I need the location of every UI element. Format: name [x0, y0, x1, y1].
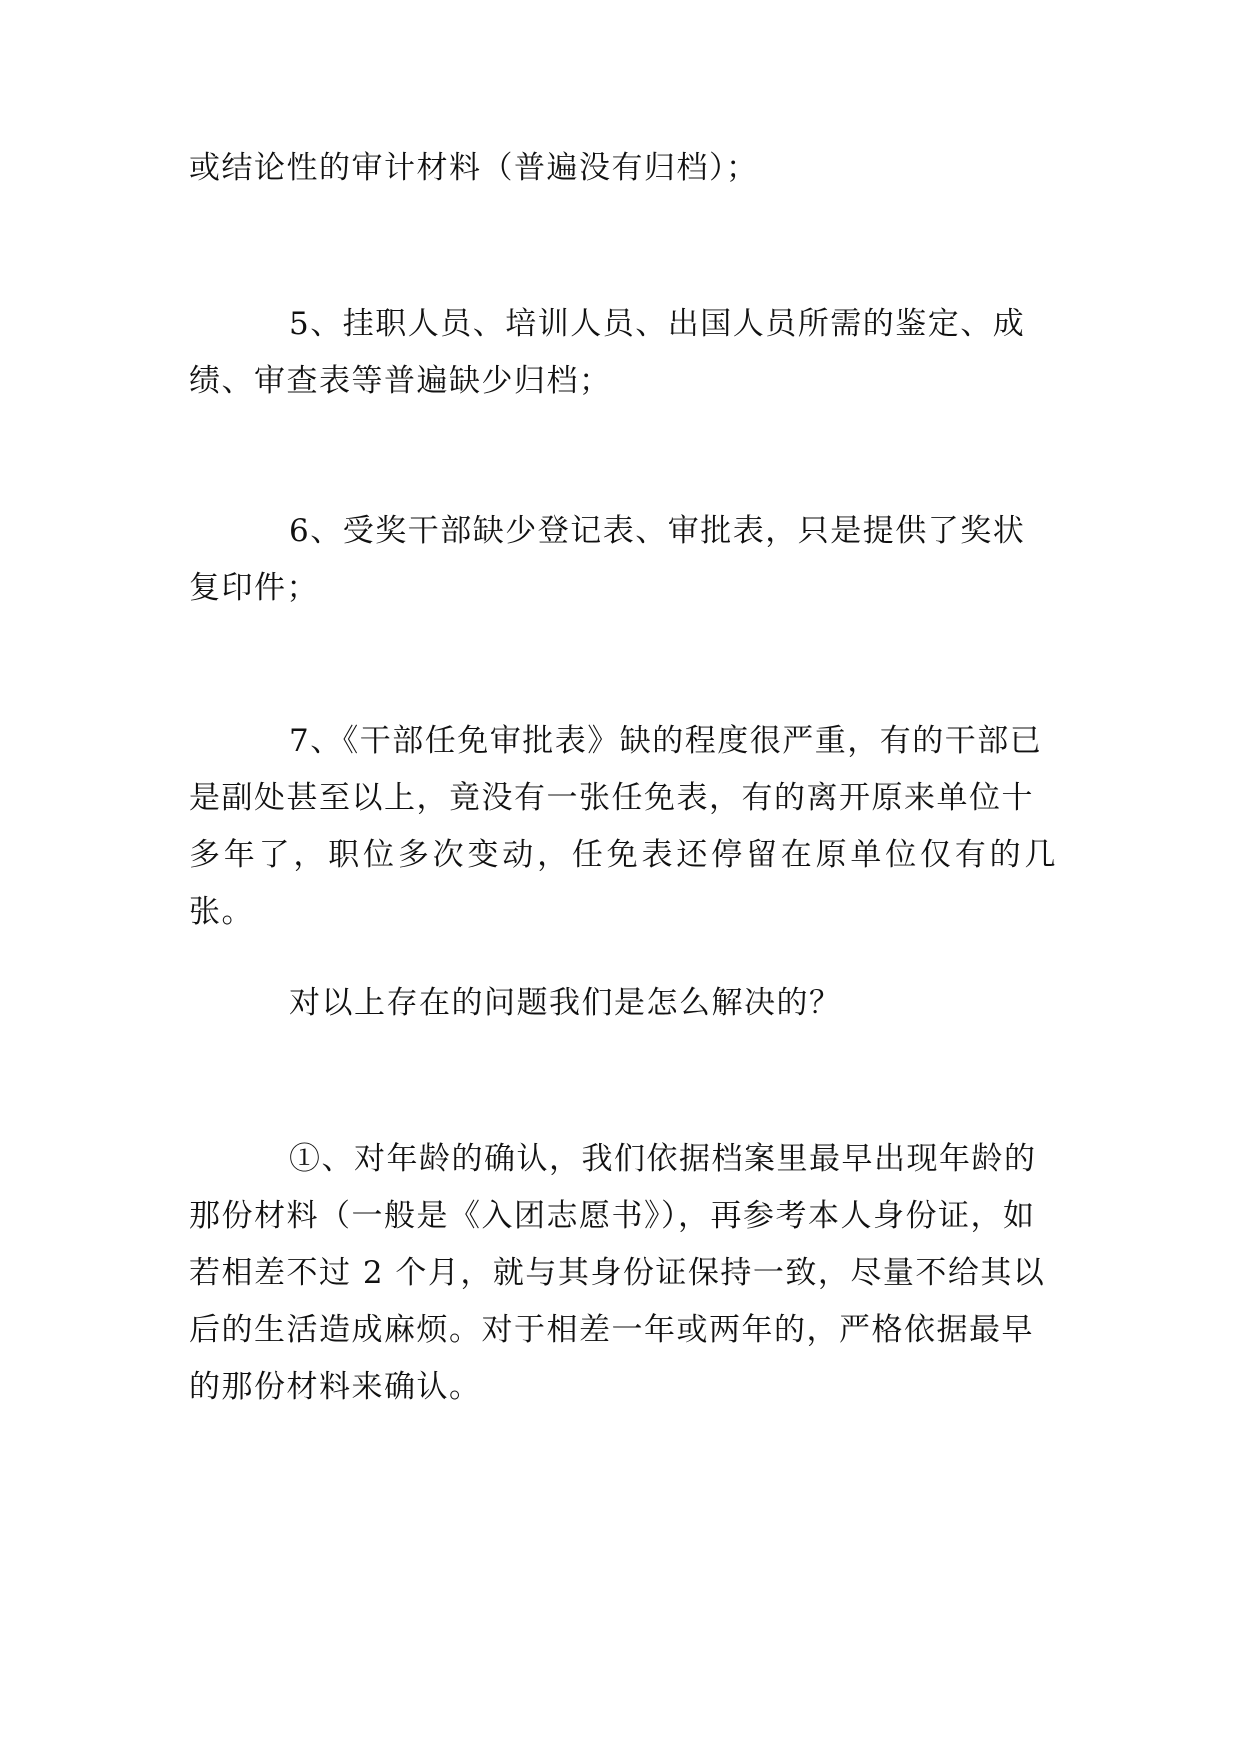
text-line: 后的生活造成麻烦。对于相差一年或两年的，严格依据最早	[189, 1312, 1034, 1348]
paragraph-item-6	[189, 503, 1057, 617]
text-line: 的那份材料来确认。	[189, 1369, 482, 1405]
text-line: 6、受奖干部缺少登记表、审批表，只是提供了奖状	[289, 513, 1026, 549]
paragraph-question	[189, 975, 1057, 1032]
paragraph-item-5	[189, 296, 1057, 410]
paragraph-item-7	[189, 713, 1057, 941]
paragraph-solution-1	[189, 1131, 1057, 1416]
text-line: 复印件；	[189, 570, 319, 606]
text-line: 5、挂职人员、培训人员、出国人员所需的鉴定、成	[289, 306, 1026, 342]
text-line: 绩、审查表等普遍缺少归档；	[189, 363, 612, 399]
text-line: ①、对年龄的确认，我们依据档案里最早出现年龄的	[289, 1141, 1037, 1177]
text-line: 7、《干部任免审批表》缺的程度很严重，有的干部已	[289, 723, 1043, 759]
paragraph-continued	[189, 140, 1057, 197]
text-line: 或结论性的审计材料（普遍没有归档）；	[189, 150, 759, 186]
text-line: 对以上存在的问题我们是怎么解决的？	[289, 985, 842, 1021]
text-line: 那份材料（一般是《入团志愿书》），再参考本人身份证，如	[189, 1198, 1036, 1234]
text-line: 若相差不过 2 个月，就与其身份证保持一致，尽量不给其以	[189, 1255, 1046, 1291]
text-line: 多年了，职位多次变动，任免表还停留在原单位仅有的几张。	[189, 837, 1057, 930]
text-line: 是副处甚至以上，竟没有一张任免表，有的离开原来单位十	[189, 780, 1034, 816]
